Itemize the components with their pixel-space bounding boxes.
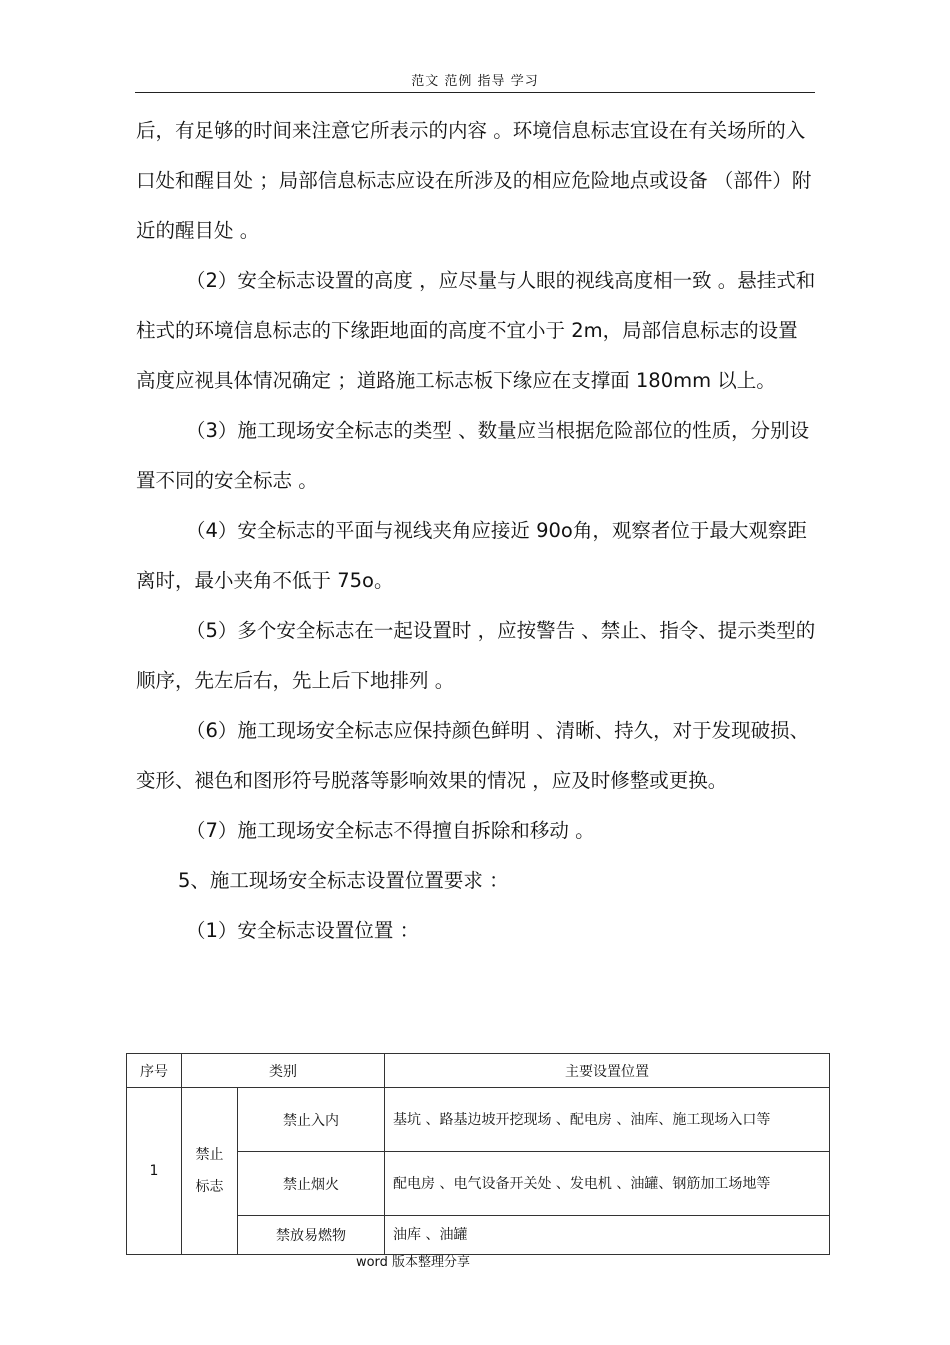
sign-location-table <box>126 1053 830 1255</box>
page-header <box>135 68 815 93</box>
paragraph-angle: （4）安全标志的平面与视线夹角应接近 90o角，观察者位于最大观察距离时，最小夹角不低于 75o。 <box>136 519 807 592</box>
category-cell <box>182 1088 238 1255</box>
header-location: 主要设置位置 <box>385 1054 830 1088</box>
row-number: 1 <box>127 1088 182 1255</box>
paragraph-order: （5）多个安全标志在一起设置时 ，应按警告 、禁止、指令、提示类型的顺序，先左后右，先上后下地排列 。 <box>136 619 816 692</box>
paragraph-continuation: 后，有足够的时间来注意它所表示的内容 。环境信息标志宜设在有关场所的入口处和醒目处 ；局部信息标志应设在所涉及的相应危险地点或设备 （部件）附近的醒目处 。 <box>136 119 812 242</box>
document-body <box>136 106 816 956</box>
section-heading: 5、施工现场安全标志设置位置要求 ： <box>178 869 509 892</box>
category-line: 标志 <box>195 1179 224 1195</box>
paragraph-height: （2）安全标志设置的高度 ，应尽量与人眼的视线高度相一致 。悬挂式和柱式的环境信息标志的下缘距地面的高度不宜小于 2m，局部信息标志的设置高度应视具体情况确定 ；道路施工标志板下缘应在支撑面 180mm 以上。 <box>136 269 816 392</box>
category-line: 禁止 <box>195 1147 224 1163</box>
page-footer: word 版本整理分享 <box>355 1255 471 1270</box>
sign-location: 油库 、油罐 <box>385 1216 830 1255</box>
paragraph-removal: （7）施工现场安全标志不得擅自拆除和移动 。 <box>186 819 595 842</box>
header-text: 范文 范例 指导 学习 <box>411 74 539 89</box>
table-row <box>127 1088 830 1152</box>
table-header-row <box>127 1054 830 1088</box>
header-no: 序号 <box>127 1054 182 1088</box>
paragraph-type: （3）施工现场安全标志的类型 、数量应当根据危险部位的性质，分别设置不同的安全标志 。 <box>136 419 810 492</box>
subsection-heading: （1）安全标志设置位置 ： <box>186 919 420 942</box>
sign-item: 禁放易燃物 <box>238 1216 385 1255</box>
paragraph-maintenance: （6）施工现场安全标志应保持颜色鲜明 、清晰、持久，对于发现破损、变形、褪色和图形符号脱落等影响效果的情况 ，应及时修整或更换。 <box>136 719 810 792</box>
sign-item: 禁止入内 <box>238 1088 385 1152</box>
sign-location: 配电房 、电气设备开关处 、发电机 、油罐、钢筋加工场地等 <box>385 1152 830 1216</box>
header-category: 类别 <box>182 1054 385 1088</box>
sign-location: 基坑 、路基边坡开挖现场 、配电房 、油库、施工现场入口等 <box>385 1088 830 1152</box>
sign-item: 禁止烟火 <box>238 1152 385 1216</box>
